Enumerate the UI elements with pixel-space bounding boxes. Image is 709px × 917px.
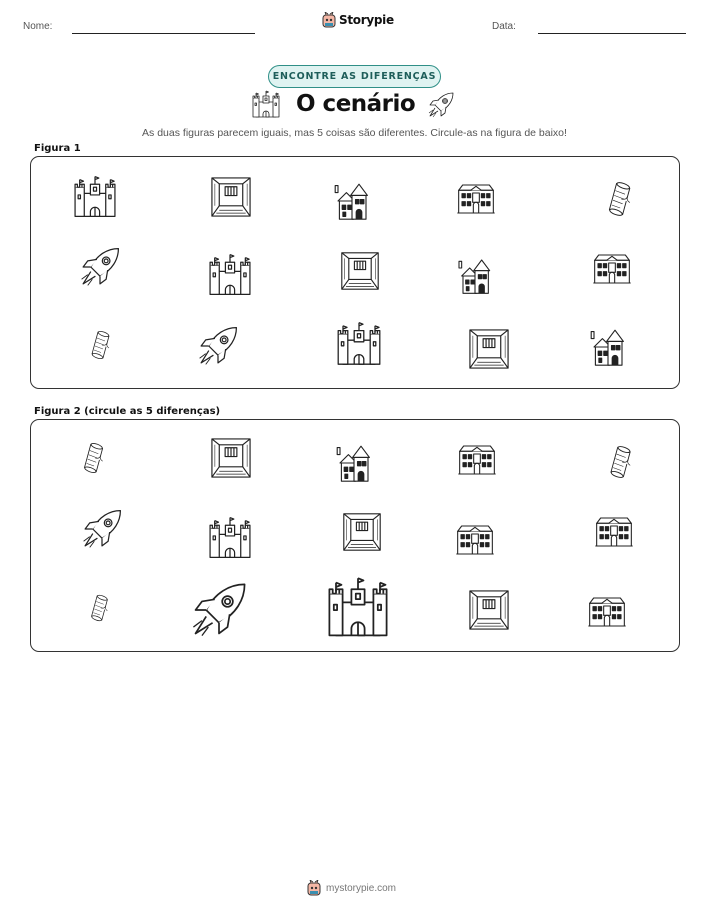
figure2-room-icon[interactable] (341, 510, 383, 554)
figure1-panel (30, 156, 680, 389)
figure1-haunted-house-icon (331, 177, 373, 225)
figure2-castle-icon[interactable] (207, 516, 253, 562)
figure2-haunted-house-icon[interactable] (333, 438, 375, 488)
figure1-room-icon (339, 249, 381, 293)
figure2-label: Figura 2 (circule as 5 diferenças) (34, 406, 221, 417)
page-title: O cenário (296, 91, 416, 117)
figure2-building-icon[interactable] (585, 590, 629, 630)
figure1-label: Figura 1 (34, 143, 81, 154)
figure1-scroll-icon (85, 321, 115, 369)
name-label: Nome: (23, 21, 53, 32)
figure1-rocket-icon (193, 323, 243, 369)
brand-name: Storypie (339, 13, 394, 27)
figure1-haunted-house-icon (587, 323, 629, 371)
figure2-panel[interactable] (30, 419, 680, 652)
footer (307, 880, 396, 896)
date-label: Data: (492, 21, 516, 32)
figure1-scroll-icon (601, 175, 637, 223)
figure2-rocket-icon[interactable] (183, 578, 255, 642)
figure1-building-icon (591, 247, 633, 287)
figure1-rocket-icon (77, 243, 123, 291)
figure2-room-icon[interactable] (209, 436, 253, 480)
instruction-badge: ENCONTRE AS DIFERENÇAS (268, 65, 441, 88)
figure1-haunted-house-icon (455, 251, 495, 301)
rocket-icon (426, 90, 456, 120)
figure1-castle-icon (335, 321, 383, 369)
figure2-building-icon[interactable] (593, 510, 635, 550)
figure1-room-icon (467, 327, 511, 371)
figure2-room-icon[interactable] (467, 588, 511, 632)
figure2-scroll-icon[interactable] (85, 584, 113, 632)
brand-logo (322, 12, 394, 28)
figure2-building-icon[interactable] (455, 438, 499, 478)
figure2-rocket-icon[interactable] (77, 506, 127, 552)
storypie-icon (322, 12, 336, 28)
figure2-scroll-icon[interactable] (77, 434, 109, 482)
name-field[interactable] (72, 33, 255, 34)
figure1-castle-icon (71, 175, 119, 221)
figure1-room-icon (209, 175, 253, 219)
footer-site: mystorypie.com (326, 882, 397, 894)
instructions-text: As duas figuras parecem iguais, mas 5 coisas são diferentes. Circule-as na figura de baixo! (142, 127, 567, 139)
figure1-castle-icon (207, 253, 253, 299)
date-field[interactable] (538, 33, 686, 34)
figure1-building-icon (454, 177, 498, 217)
castle-icon (251, 90, 281, 120)
figure2-scroll-icon[interactable] (603, 438, 637, 486)
figure2-castle-icon[interactable] (325, 576, 391, 642)
storypie-icon (307, 880, 321, 896)
figure2-building-icon[interactable] (453, 518, 497, 558)
